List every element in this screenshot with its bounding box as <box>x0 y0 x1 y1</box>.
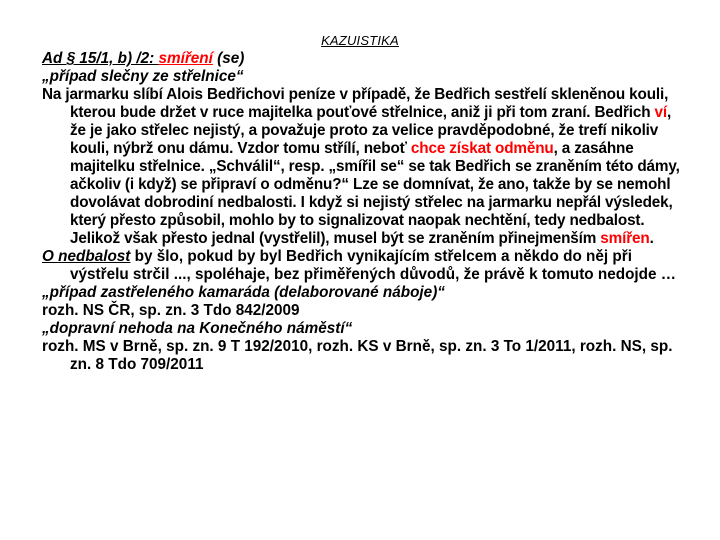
case3-reference: rozh. MS v Brně, sp. zn. 9 T 192/2010, rozh. KS v Brně, sp. zn. 3 To 1/2011, rozh. NS, sp. zn. 8 Tdo 709/2011 <box>42 338 673 373</box>
contrast-text: by šlo, pokud by byl Bedřich vynikajícím střelcem a někdo do něj při výstřelu strčil ..., spoléhaje, bez přiměřených důvodů, že právě k tomuto nedojde … <box>70 248 677 283</box>
slide-content <box>42 50 688 374</box>
case2-title: „případ zastřeleného kamaráda (delaborované náboje)“ <box>42 284 445 301</box>
contrast-paragraph <box>42 248 688 284</box>
story-paragraph <box>42 86 688 248</box>
story-part3: , a zasáhne majitelku střelnice. „Schválil“, resp. „smířil se“ se tak Bedřich se zraněním této dámy, ačkoliv (i když) se připraví o odměnu?“ Lze se domnívat, že ano, takže by se nemohl dovolávat dobrodiní nedbalosti. I když si nejistý střelec na jarmarku nepřál výsledek, který přesto způsobil, mohlo by to signalizovat naopak nechtění, tedy nedbalost. Jelikož však přesto jednal (vystřelil), musel být se zraněním přinejmenším <box>70 140 680 247</box>
case1-title: „případ slečny ze střelnice“ <box>42 68 244 85</box>
story-chce: chce získat odměnu <box>410 140 554 157</box>
case3-title: „dopravní nehoda na Konečného náměstí“ <box>42 320 353 337</box>
story-part1: Na jarmarku slíbí Alois Bedřichovi peníze v případě, že Bedřich sestřelí skleněnou kouli, kterou bude držet v ruce majitelka pouťové střelnice, aniž ji při tom zraní. Bedřich <box>42 86 669 121</box>
story-vi: ví <box>654 104 667 121</box>
heading-suffix: (se) <box>212 50 245 67</box>
kicker-label: KAZUISTIKA <box>321 33 399 48</box>
story-smiren: smířen <box>600 230 650 247</box>
section-heading <box>42 50 688 68</box>
heading-term: smíření <box>158 50 213 67</box>
story-part2: , že je jako střelec nejistý, a považuje proto za velice pravděpodobné, že trefí nikoliv kouli, nýbrž onu dámu. Vzdor tomu střílí, neboť <box>70 104 672 157</box>
contrast-term: nedbalost <box>58 248 131 265</box>
story-end: . <box>649 230 654 247</box>
contrast-prefix: O <box>42 248 59 265</box>
case2-reference: rozh. NS ČR, sp. zn. 3 Tdo 842/2009 <box>42 302 300 319</box>
heading-prefix: Ad § 15/1, b) /2: <box>42 50 159 67</box>
